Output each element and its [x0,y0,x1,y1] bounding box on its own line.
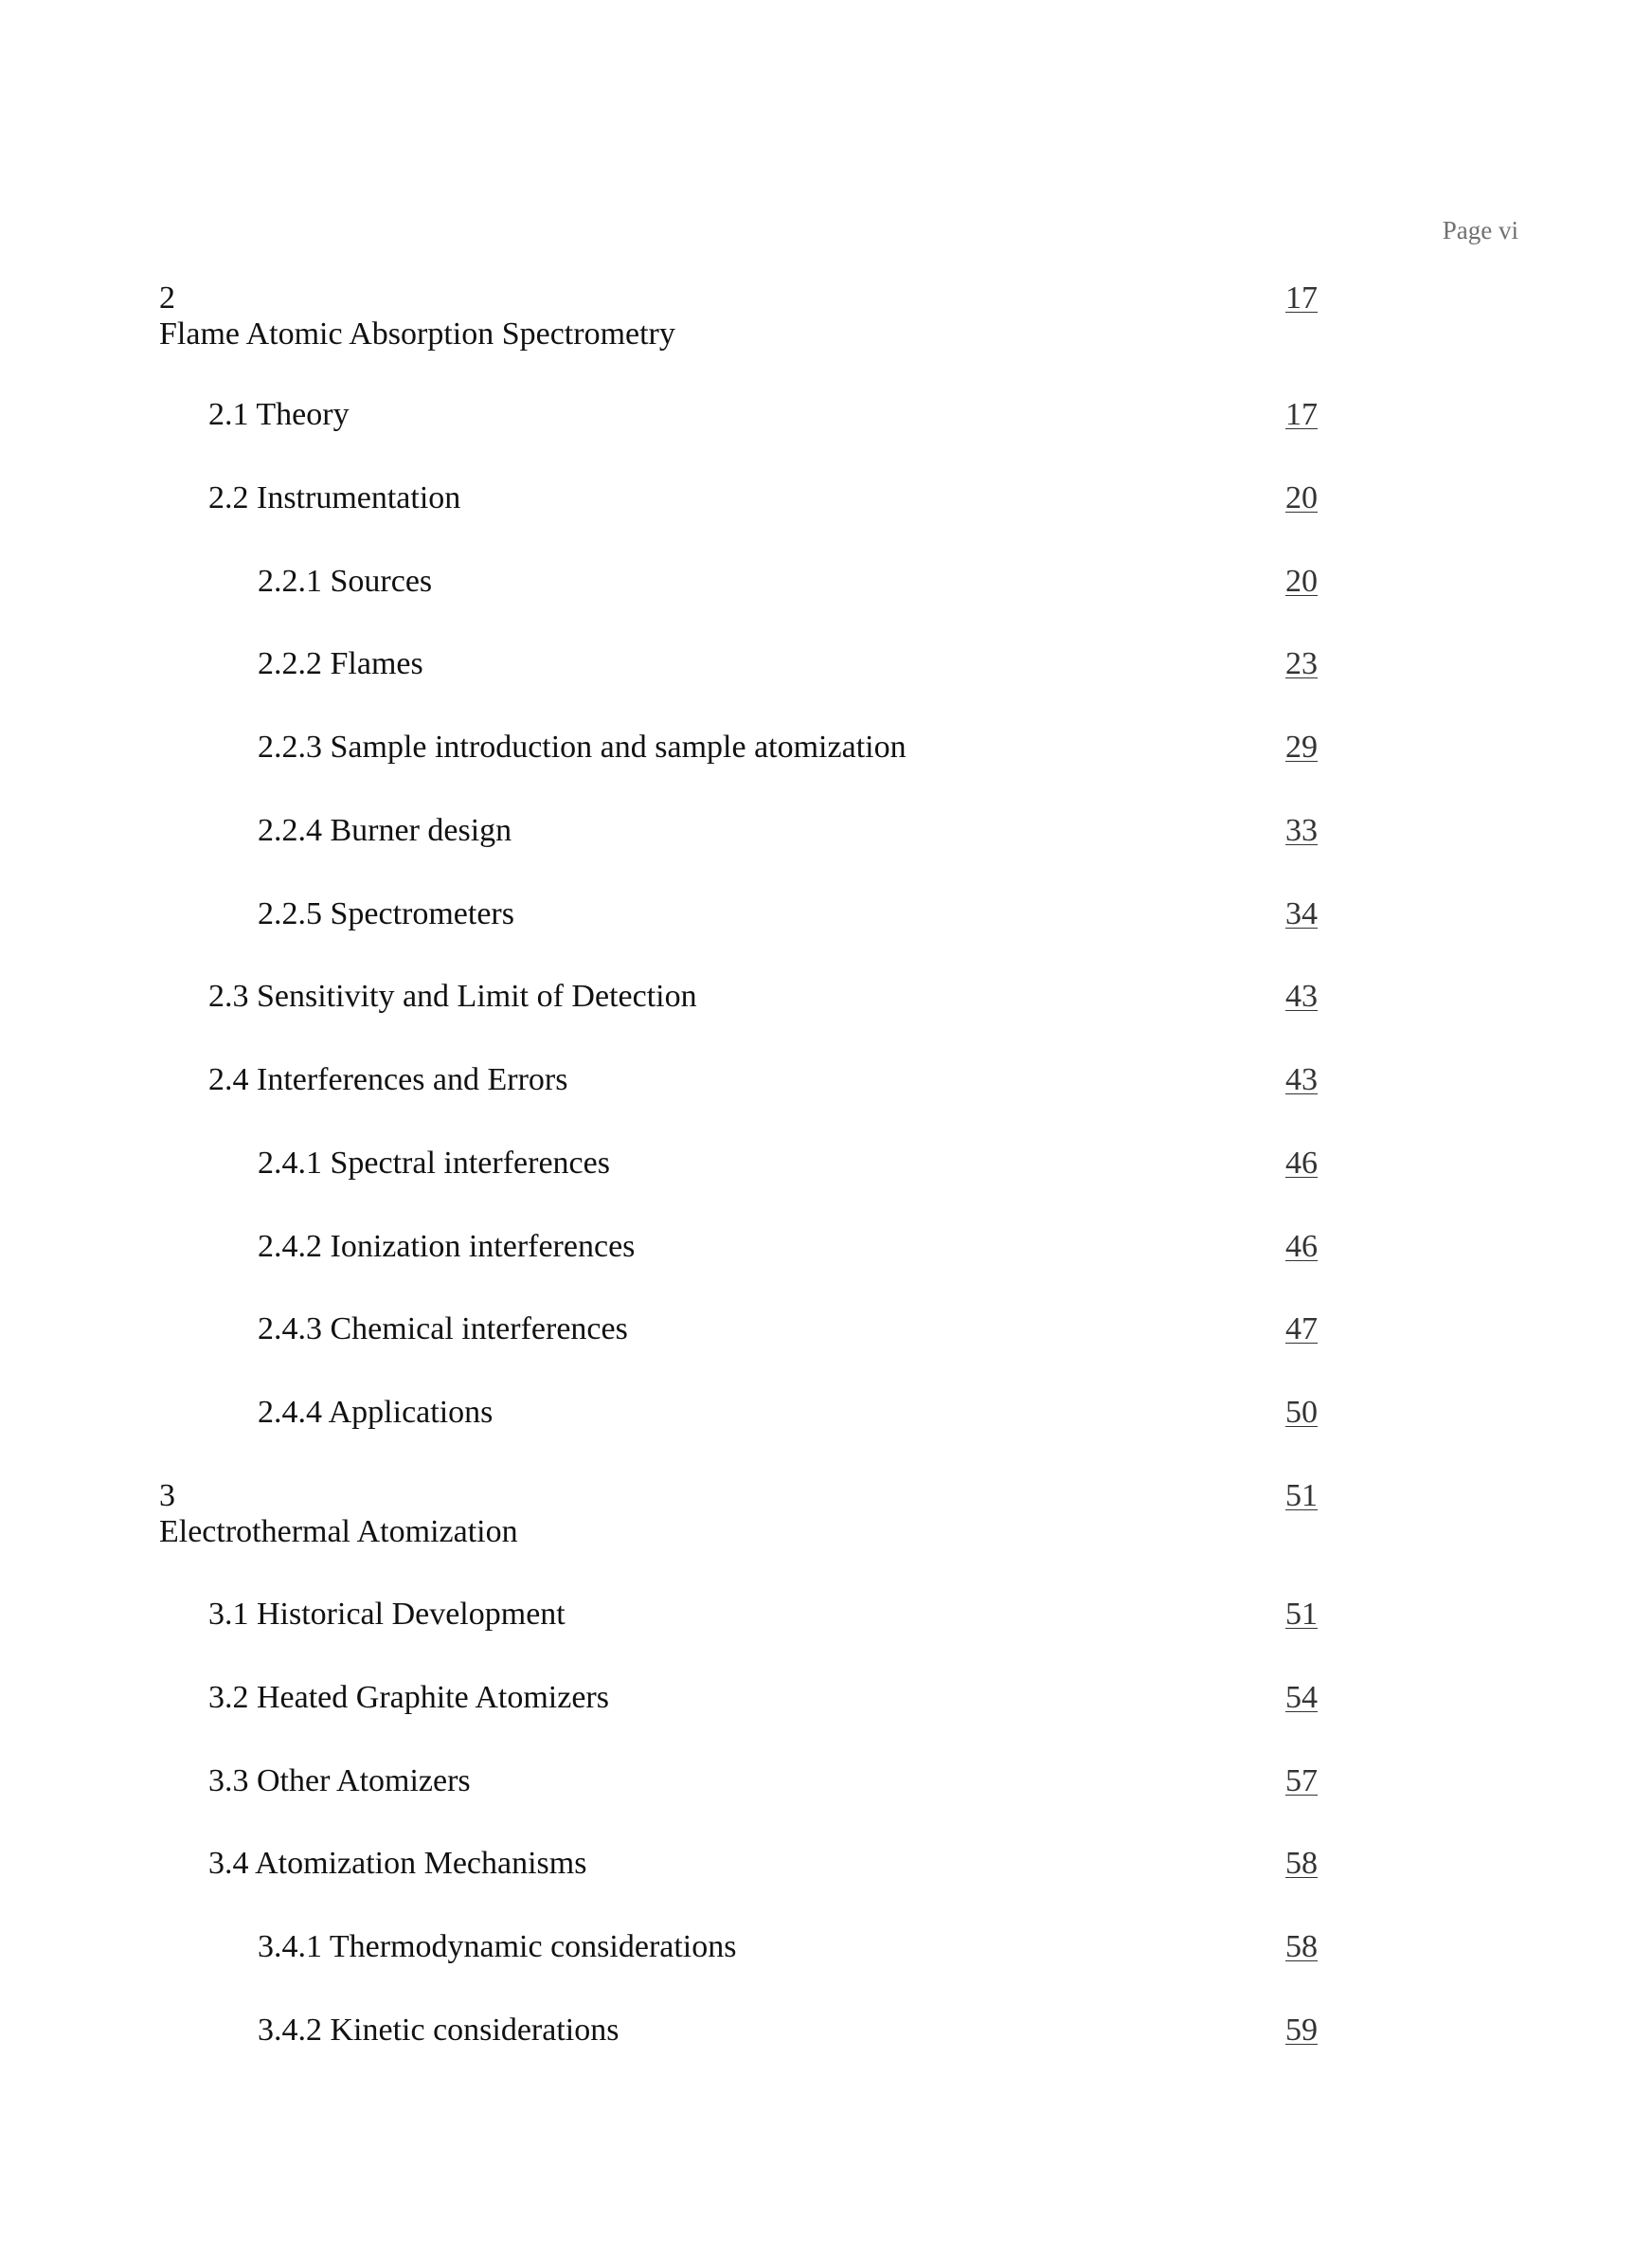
toc-page-link[interactable]: 51 [1285,1597,1318,1632]
toc-page-link[interactable]: 43 [1285,979,1318,1014]
toc-page-link[interactable]: 58 [1285,1846,1318,1881]
toc-entry-title: 2.2.5 Spectrometers [258,896,514,931]
toc-page-link[interactable]: 34 [1285,896,1318,931]
toc-entry-title: 3.4 Atomization Mechanisms [208,1846,587,1881]
chapter-title: Flame Atomic Absorption Spectrometry [159,316,675,352]
chapter-number: 2 [159,280,175,316]
toc-entry-title: 2.1 Theory [208,397,350,432]
toc-page-link[interactable]: 47 [1285,1311,1318,1346]
toc-page-link[interactable]: 17 [1285,397,1318,432]
toc-entry-title: 3.3 Other Atomizers [208,1763,471,1798]
toc-page-link[interactable]: 43 [1285,1062,1318,1097]
toc-entry-title: 2.4.3 Chemical interferences [258,1311,628,1346]
toc-entry-title: 2.2.4 Burner design [258,813,512,848]
toc-chapter-heading [159,280,675,352]
toc-entry-title: 2.4.1 Spectral interferences [258,1146,610,1181]
toc-entry-title: 2.4.4 Applications [258,1395,494,1430]
toc-page-link[interactable]: 54 [1285,1680,1318,1715]
toc-page-link[interactable]: 20 [1285,480,1318,515]
toc-entry-title: 2.4.2 Ionization interferences [258,1229,636,1264]
toc-page-link[interactable]: 51 [1285,1478,1318,1513]
toc-entry-title: 2.2.3 Sample introduction and sample atomization [258,730,907,765]
toc-page-link[interactable]: 33 [1285,813,1318,848]
toc-entry-title: 2.2 Instrumentation [208,480,461,515]
toc-page-link[interactable]: 46 [1285,1146,1318,1181]
toc-entry-title: 2.3 Sensitivity and Limit of Detection [208,979,697,1014]
page-number-label: Page vi [1442,216,1518,244]
toc-entry-title: 3.4.1 Thermodynamic considerations [258,1929,737,1964]
toc-entry-title: 3.1 Historical Development [208,1597,566,1632]
toc-entry-title: 3.4.2 Kinetic considerations [258,2013,620,2048]
chapter-number: 3 [159,1478,175,1513]
toc-page-link[interactable]: 46 [1285,1229,1318,1264]
chapter-title: Electrothermal Atomization [159,1514,518,1549]
toc-page-link[interactable]: 20 [1285,564,1318,599]
toc-entry-title: 2.2.1 Sources [258,564,433,599]
toc-page-link[interactable]: 57 [1285,1763,1318,1798]
toc-entry-title: 3.2 Heated Graphite Atomizers [208,1680,609,1715]
toc-page-link[interactable]: 50 [1285,1395,1318,1430]
toc-page-link[interactable]: 58 [1285,1929,1318,1964]
toc-entry-title: 2.2.2 Flames [258,646,423,681]
toc-page-link[interactable]: 23 [1285,646,1318,681]
toc-page-link[interactable]: 17 [1285,280,1318,316]
toc-chapter-heading [159,1478,518,1550]
toc-entry-title: 2.4 Interferences and Errors [208,1062,568,1097]
toc-page-link[interactable]: 59 [1285,2013,1318,2048]
toc-page-link[interactable]: 29 [1285,730,1318,765]
